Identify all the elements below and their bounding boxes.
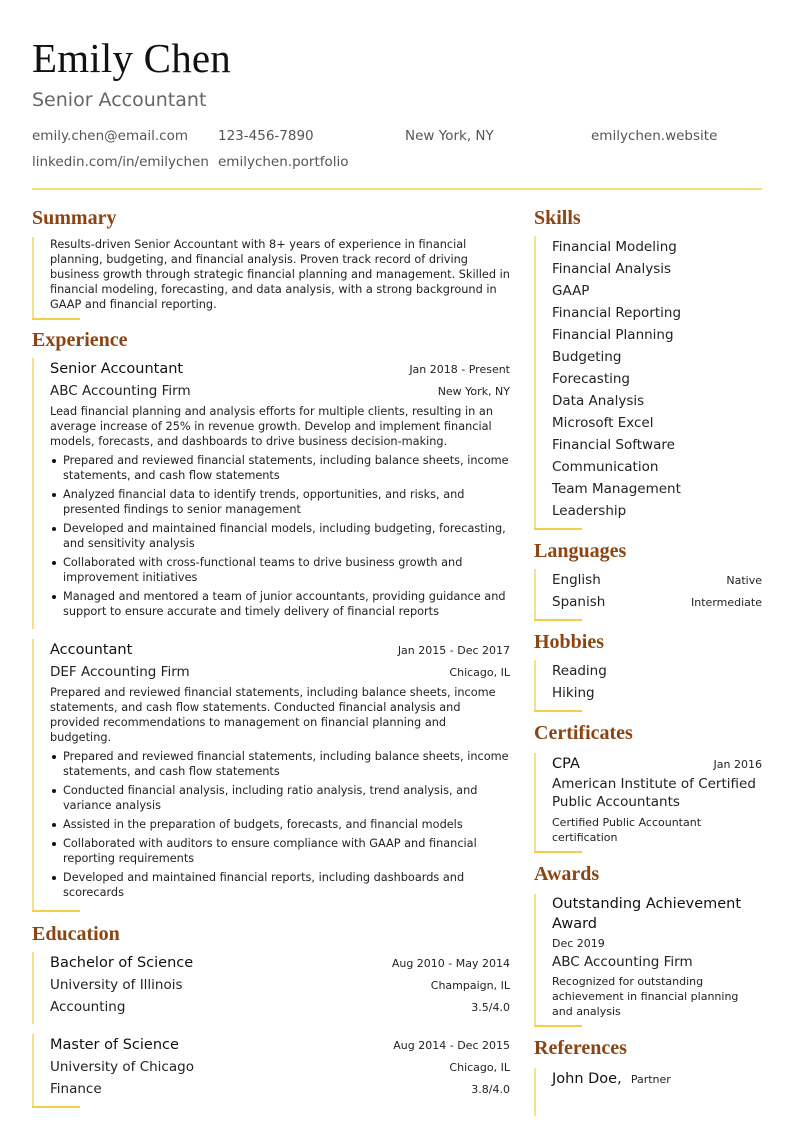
job-dates: Jan 2018 - Present bbox=[409, 363, 510, 376]
section-divider bbox=[534, 851, 582, 853]
education-entry bbox=[32, 952, 510, 1024]
awards-heading: Awards bbox=[534, 863, 600, 885]
edu-gpa: 3.5/4.0 bbox=[471, 1001, 510, 1014]
hobby-item: Hiking bbox=[552, 685, 595, 701]
edu-field: Finance bbox=[50, 1081, 102, 1097]
reference-name: John Doe, bbox=[552, 1071, 622, 1087]
edu-school: University of Chicago bbox=[50, 1059, 194, 1075]
website-link[interactable]: emilychen.website bbox=[591, 128, 718, 144]
job-description: Prepared and reviewed financial statements, including balance sheets, income statements, and cash flow statements. Conducted financial analysis and provided recommendations to management on financial planning and budgeting. bbox=[50, 686, 496, 744]
job-entry bbox=[32, 358, 510, 629]
reference-entry bbox=[534, 1068, 762, 1116]
edu-location: Chicago, IL bbox=[449, 1061, 510, 1074]
job-bullet: Prepared and reviewed financial statements, including balance sheets, income statements, and cash flow statements bbox=[50, 453, 510, 483]
job-bullet: Developed and maintained financial reports, including dashboards and scorecards bbox=[50, 870, 510, 900]
job-title: Accountant bbox=[50, 642, 133, 658]
skill-item: Financial Analysis bbox=[552, 261, 672, 277]
certificate-name: CPA bbox=[552, 756, 580, 772]
edu-degree: Master of Science bbox=[50, 1037, 179, 1053]
certificates-section bbox=[534, 721, 762, 853]
resume-name: Emily Chen bbox=[32, 35, 232, 81]
hobbies-heading: Hobbies bbox=[534, 631, 605, 653]
section-divider bbox=[534, 1025, 582, 1027]
language-level: Native bbox=[726, 574, 762, 587]
section-divider bbox=[534, 619, 582, 621]
summary-section bbox=[32, 206, 510, 320]
education-section bbox=[32, 922, 510, 1108]
certificates-heading: Certificates bbox=[534, 722, 633, 744]
email-link[interactable]: emily.chen@email.com bbox=[32, 128, 189, 144]
skill-item: Forecasting bbox=[552, 371, 631, 387]
skill-item: GAAP bbox=[552, 283, 590, 299]
edu-location: Champaign, IL bbox=[430, 979, 510, 992]
award-entry bbox=[534, 894, 762, 1025]
job-bullet: Analyzed financial data to identify trends, opportunities, and risks, and presented findings to senior management bbox=[50, 487, 510, 517]
location-text: New York, NY bbox=[405, 128, 494, 144]
job-entry bbox=[32, 639, 510, 910]
skill-item: Financial Software bbox=[552, 437, 675, 453]
skill-item: Team Management bbox=[552, 481, 681, 497]
main-column bbox=[32, 206, 510, 1108]
certificate-date: Jan 2016 bbox=[713, 758, 762, 771]
sidebar-column bbox=[534, 206, 762, 1116]
references-section bbox=[534, 1036, 762, 1116]
section-divider bbox=[534, 710, 582, 712]
job-bullet: Collaborated with cross-functional teams to drive business growth and improvement initiatives bbox=[50, 555, 510, 585]
job-bullet: Managed and mentored a team of junior accountants, providing guidance and support to ensure accurate and timely delivery of financial reports bbox=[50, 589, 510, 619]
language-item bbox=[552, 591, 762, 613]
language-level: Intermediate bbox=[691, 596, 762, 609]
job-bullet: Developed and maintained financial models, including budgeting, forecasting, and sensitivity analysis bbox=[50, 521, 510, 551]
experience-section bbox=[32, 328, 510, 912]
job-bullet: Assisted in the preparation of budgets, forecasts, and financial models bbox=[50, 817, 510, 832]
section-divider bbox=[32, 318, 80, 320]
job-bullet: Prepared and reviewed financial statements, including balance sheets, income statements, and cash flow statements bbox=[50, 749, 510, 779]
edu-field: Accounting bbox=[50, 999, 126, 1015]
award-date: Dec 2019 bbox=[552, 937, 605, 950]
job-title: Senior Accountant bbox=[50, 361, 184, 377]
references-heading: References bbox=[534, 1037, 627, 1059]
edu-gpa: 3.8/4.0 bbox=[471, 1083, 510, 1096]
section-divider bbox=[534, 528, 582, 530]
language-name: English bbox=[552, 572, 601, 588]
header-divider bbox=[32, 188, 762, 190]
skill-item: Leadership bbox=[552, 503, 627, 519]
award-organization: ABC Accounting Firm bbox=[552, 954, 693, 970]
phone-text: 123-456-7890 bbox=[218, 128, 314, 144]
section-divider bbox=[32, 1106, 80, 1108]
summary-heading: Summary bbox=[32, 207, 117, 229]
reference-role: Partner bbox=[630, 1073, 671, 1086]
job-bullet: Conducted financial analysis, including ratio analysis, trend analysis, and variance analysis bbox=[50, 783, 510, 813]
job-dates: Jan 2015 - Dec 2017 bbox=[397, 644, 510, 657]
job-company: ABC Accounting Firm bbox=[50, 383, 191, 399]
award-title: Outstanding Achievement Award bbox=[552, 896, 742, 932]
skill-item: Financial Modeling bbox=[552, 239, 677, 255]
skill-item: Budgeting bbox=[552, 349, 622, 365]
skills-heading: Skills bbox=[534, 207, 581, 229]
certificate-entry bbox=[534, 753, 762, 851]
hobbies-section bbox=[534, 630, 762, 712]
portfolio-link[interactable]: emilychen.portfolio bbox=[218, 154, 349, 170]
skill-item: Financial Planning bbox=[552, 327, 674, 343]
job-bullets bbox=[50, 453, 510, 619]
job-bullets bbox=[50, 749, 510, 900]
languages-section bbox=[534, 539, 762, 621]
award-description: Recognized for outstanding achievement in financial planning and analysis bbox=[552, 975, 739, 1018]
language-name: Spanish bbox=[552, 594, 606, 610]
language-item bbox=[552, 569, 762, 591]
edu-degree: Bachelor of Science bbox=[50, 955, 194, 971]
awards-section bbox=[534, 862, 762, 1027]
hobby-item: Reading bbox=[552, 663, 607, 679]
job-location: Chicago, IL bbox=[449, 666, 510, 679]
education-entry bbox=[32, 1034, 510, 1106]
certificate-description: Certified Public Accountant certification bbox=[552, 816, 702, 844]
job-company: DEF Accounting Firm bbox=[50, 664, 190, 680]
skill-item: Microsoft Excel bbox=[552, 415, 654, 431]
edu-school: University of Illinois bbox=[50, 977, 183, 993]
skill-item: Communication bbox=[552, 459, 659, 475]
certificate-issuer: American Institute of Certified Public Accountants bbox=[552, 776, 756, 810]
education-heading: Education bbox=[32, 923, 120, 945]
edu-dates: Aug 2010 - May 2014 bbox=[391, 957, 510, 970]
experience-heading: Experience bbox=[32, 329, 128, 351]
languages-heading: Languages bbox=[534, 540, 627, 562]
job-location: New York, NY bbox=[437, 385, 510, 398]
skill-item: Financial Reporting bbox=[552, 305, 682, 321]
resume-role: Senior Accountant bbox=[32, 89, 207, 111]
edu-dates: Aug 2014 - Dec 2015 bbox=[393, 1039, 510, 1052]
section-divider bbox=[32, 910, 80, 912]
linkedin-link[interactable]: linkedin.com/in/emilychen bbox=[32, 154, 209, 170]
skills-section bbox=[534, 206, 762, 530]
job-bullet: Collaborated with auditors to ensure compliance with GAAP and financial reporting requirements bbox=[50, 836, 510, 866]
job-description: Lead financial planning and analysis efforts for multiple clients, resulting in an average increase of 25% in revenue growth. Develop and implement financial models, forecasts, and dashboards to drive business decision-making. bbox=[50, 405, 494, 448]
skill-item: Data Analysis bbox=[552, 393, 645, 409]
summary-text: Results-driven Senior Accountant with 8+ years of experience in financial planning, budgeting, and financial analysis. Proven track record of driving business growth through strategic financial planning and management. Skilled in financial modeling, forecasting, and data analysis, with a strong background in GAAP and financial reporting. bbox=[50, 238, 510, 311]
